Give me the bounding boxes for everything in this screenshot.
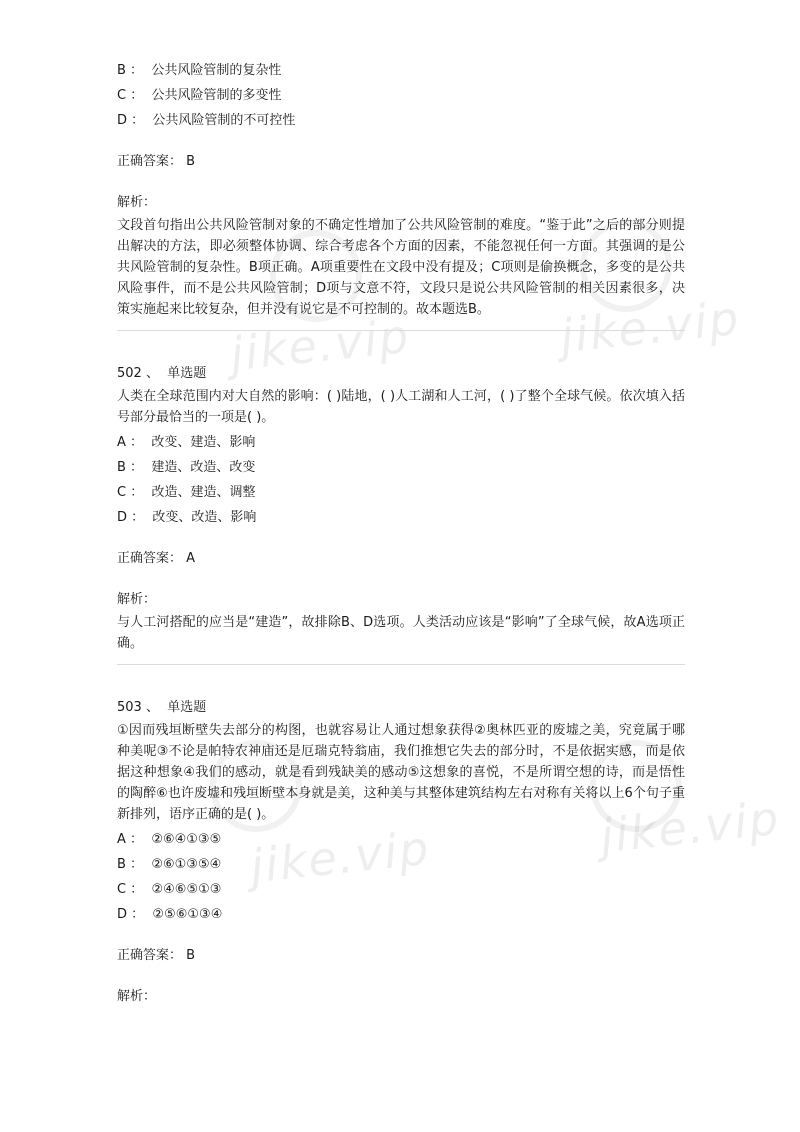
- option-b: B ： 公共风险管制的复杂性: [117, 63, 282, 78]
- analysis-label: 解析：: [117, 195, 157, 210]
- watermark-text: jike.vip: [227, 308, 413, 382]
- analysis-text: 文段首句指出公共风险管制对象的不确定性增加了公共风险管制的难度。“鉴于此”之后的部分则提出解决的方法，即必须整体协调、综合考虑各个方面的因素，不能忽视任何一方面。其强调的是公共风险管制的复杂性。B项正确。A项重要性在文段中没有提及；C项则是偷换概念，多变的是公共风险事件，而不是公共风险管制；D项与文意不符，文段只是说公共风险管制的相关因素很多，决策实施起来比较复杂，但并没有说它是不可控制的。故本题选B。: [117, 218, 685, 317]
- analysis-label: 解析：: [117, 989, 157, 1004]
- watermark-text: jike.vip: [597, 790, 783, 864]
- option-b: B ： 建造、改造、改变: [117, 460, 256, 475]
- correct-answer: 正确答案： A: [117, 551, 196, 566]
- watermark-text: jike.vip: [247, 820, 433, 894]
- question-502: [117, 361, 685, 665]
- question-header: 502 、 单选题: [117, 366, 207, 381]
- option-b: B ： ②⑥①③⑤④: [117, 857, 222, 872]
- watermark-text: jike.vip: [557, 290, 743, 364]
- analysis-text: 与人工河搭配的应当是“建造”，故排除B、D选项。人类活动应该是“影响”了全球气候，故A选项正确。: [117, 615, 685, 651]
- analysis-label: 解析：: [117, 592, 157, 607]
- question-stem: ①因而残垣断壁失去部分的构图，也就容易让人通过想象获得②奥林匹亚的废墟之美，究竟属于哪种美呢③不论是帕特农神庙还是厄瑞克特翁庙，我们推想它失去的部分时，不是依据实感，而是依据这种想象④我们的感动，就是看到残缺美的感动⑤这想象的喜悦，不是所谓空想的诗，而是悟性的陶醉⑥也许废墟和残垣断壁本身就是美，这种美与其整体建筑结构左右对称有关将以上6个句子重新排列，语序正确的是( )。: [117, 723, 685, 822]
- option-a: A ： ②⑥④①③⑤: [117, 832, 222, 847]
- option-d: D ： ②⑤⑥①③④: [117, 907, 223, 922]
- document-page: [117, 58, 685, 1009]
- question-503: [117, 695, 685, 1009]
- correct-answer: 正确答案： B: [117, 948, 196, 963]
- option-d: D ： 改变、改造、影响: [117, 510, 257, 525]
- prev-question: [117, 58, 685, 331]
- correct-answer: 正确答案： B: [117, 154, 196, 169]
- question-header: 503 、 单选题: [117, 700, 207, 715]
- option-c: C ： 改造、建造、调整: [117, 485, 256, 500]
- option-c: C ： 公共风险管制的多变性: [117, 88, 282, 103]
- question-stem: 人类在全球范围内对大自然的影响：( )陆地，( )人工湖和人工河，( )了整个全球气候。依次填入括号部分最恰当的一项是( )。: [117, 389, 685, 425]
- option-c: C ： ②④⑥⑤①③: [117, 882, 222, 897]
- option-a: A ： 改变、建造、影响: [117, 435, 256, 450]
- option-d: D ： 公共风险管制的不可控性: [117, 113, 296, 128]
